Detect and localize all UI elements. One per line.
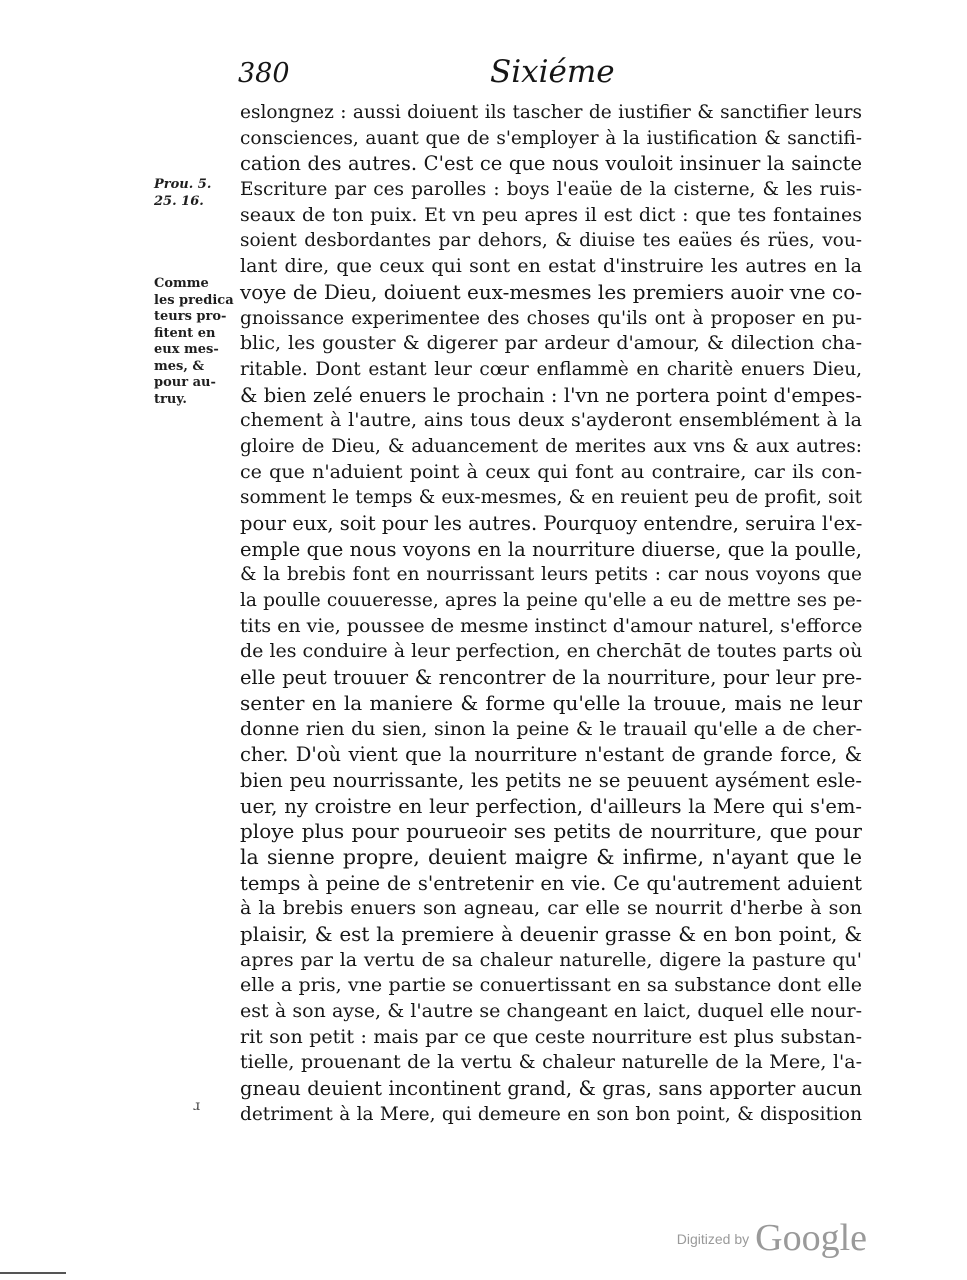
google-logo: Google: [755, 1217, 867, 1259]
margin-note-line: fitent en: [154, 325, 216, 341]
text-line: elle peut trouuer & rencontrer de la nourriture, pour leur pre-: [240, 666, 862, 690]
text-line: emple que nous voyons en la nourriture diuerse, que la poulle,: [240, 537, 862, 561]
margin-note-line: pour au-: [154, 375, 216, 390]
margin-note-line: 25. 16.: [154, 193, 204, 209]
text-line: senter en la maniere & forme qu'elle la trouue, mais ne leur: [240, 690, 862, 715]
margin-note-reference: [154, 177, 211, 210]
margin-note-line: les predica: [154, 292, 234, 308]
margin-note-line: mes, &: [154, 358, 205, 374]
text-line: gloire de Dieu, & aduancement de merites aux vns & aux autres:: [240, 435, 862, 457]
text-line: ce que n'aduient point à ceux qui font au contraire, car ils con-: [240, 460, 862, 483]
text-line: ritable. Dont estant leur cœur enflammè en charitè enuers Dieu,: [240, 358, 862, 380]
text-line: blic, les gouster & digerer par ardeur d'amour, & dilection cha-: [240, 332, 862, 355]
text-line: cation des autres. C'est ce que nous vouloit insinuer la saincte: [240, 152, 862, 176]
text-line: soient desbordantes par dehors, & diuise tes eaües és rües, vou-: [240, 230, 862, 252]
text-line: Escriture par ces parolles : boys l'eaüe de la cisterne, & les ruis-: [240, 179, 862, 201]
text-line: rit son petit : mais par ce que ceste nourriture est plus substan-: [240, 1025, 862, 1048]
text-line: consciences, auant que de s'employer à la iustification & sanctifi-: [240, 127, 862, 149]
running-head: Sixiéme: [490, 54, 615, 90]
text-line: seaux de ton puix. Et vn peu apres il est dict : que tes fontaines: [240, 203, 862, 226]
text-line: chement à l'autre, ains tous deux s'ayderont ensemblément à la: [240, 409, 862, 432]
text-line: elle a pris, vne partie se conuertissant en sa substance dont elle: [240, 974, 862, 997]
text-line: eslongnez : aussi doiuent ils tascher de iustifier & sanctifier leurs: [240, 102, 862, 123]
text-line: & bien zelé enuers le prochain : l'vn ne portera point d'empes-: [240, 383, 862, 407]
text-line: uer, ny croistre en leur perfection, d'ailleurs la Mere qui s'em-: [240, 794, 862, 818]
stray-ink-mark: ɹ: [193, 1098, 201, 1114]
page-number: 380: [238, 58, 290, 89]
text-line: voye de Dieu, doiuent eux-mesmes les premiers auoir vne co-: [240, 279, 862, 304]
text-line: pour eux, soit pour les autres. Pourquoy entendre, seruira l'ex-: [240, 512, 863, 535]
margin-note-line: eux mes-: [154, 342, 219, 357]
scan-edge-line: [0, 1272, 66, 1274]
margin-note-line: teurs pro-: [154, 309, 227, 324]
text-line: gnoissance experimentee des choses qu'ils ont à proposer en pu-: [240, 307, 862, 329]
margin-note-line: Comme: [154, 276, 209, 291]
margin-note-line: Prou. 5.: [154, 177, 212, 192]
text-line: plaisir, & est la premiere à deuenir grasse & en bon point, &: [240, 922, 862, 946]
text-line: à la brebis enuers son agneau, car elle se nourrit d'herbe à son: [240, 897, 862, 920]
text-line: somment le temps & eux-mesmes, & en reuient peu de profit, soit: [240, 487, 862, 509]
text-line: donne rien du sien, sinon la peine & le trauail qu'elle a de cher-: [240, 717, 862, 740]
body-text: [240, 100, 862, 1128]
text-line: cher. D'où vient que la nourriture n'estant de grande force, &: [240, 743, 862, 767]
text-line: apres par la vertu de sa chaleur naturelle, digere la pasture qu': [240, 948, 862, 971]
watermark-caption: Digitized by: [676, 1231, 750, 1247]
text-line: la sienne propre, deuient maigre & infirme, n'ayant que le: [240, 844, 862, 869]
google-watermark: [677, 1216, 867, 1260]
text-line: est à son ayse, & l'autre se changeant en laict, duquel elle nour-: [240, 1000, 862, 1023]
margin-note-gloss: [154, 276, 234, 408]
text-line: ploye plus pour pourueoir ses petits de nourriture, que pour: [240, 819, 862, 844]
text-line: tits en vie, poussee de mesme instinct d'amour naturel, s'efforce: [240, 614, 863, 637]
text-line: lant dire, que ceux qui sont en estat d'instruire les autres en la: [240, 255, 862, 278]
text-line: bien peu nourrissante, les petits ne se peuuent aysément esle-: [240, 768, 862, 792]
text-line: gneau deuient incontinent grand, & gras, sans apporter aucun: [240, 1077, 862, 1101]
text-line: temps à peine de s'entretenir en vie. Ce qu'autrement aduient: [240, 871, 862, 895]
text-line: de les conduire à leur perfection, en cherchāt de toutes parts où: [240, 640, 863, 663]
text-line: detriment à la Mere, qui demeure en son bon point, & disposition: [240, 1103, 862, 1125]
text-line: la poulle couueresse, apres la peine qu'elle a eu de mettre ses pe-: [240, 590, 862, 612]
text-line: tielle, prouenant de la vertu & chaleur naturelle de la Mere, l'a-: [240, 1051, 862, 1074]
text-line: & la brebis font en nourrissant leurs petits : car nous voyons que: [240, 564, 862, 586]
margin-note-line: truy.: [154, 391, 187, 407]
